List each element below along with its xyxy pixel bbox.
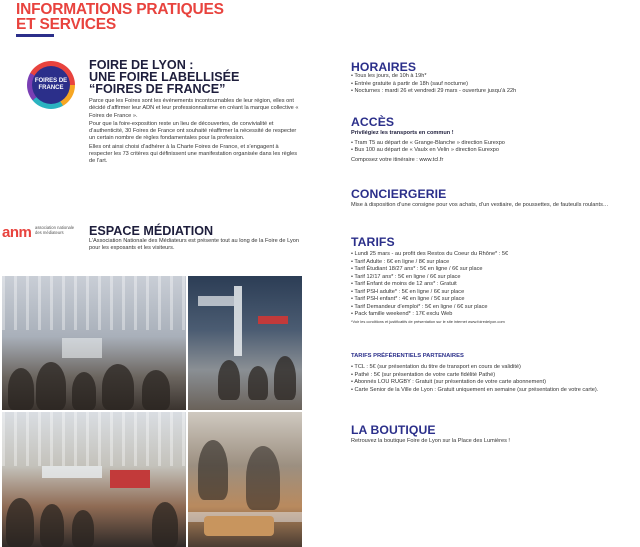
boutique-body: Retrouvez la boutique Foire de Lyon sur la Place des Lumières ! xyxy=(351,438,510,444)
acces-heading: ACCÈS xyxy=(351,115,395,129)
acces-itinerary: Composez votre itinéraire : www.tcl.fr xyxy=(351,156,444,163)
tarif-item: • Tarif Enfant de moins de 12 ans* : Gratuit xyxy=(351,281,639,289)
seal-text: FOIRES DE FRANCE xyxy=(34,78,68,91)
page-title xyxy=(16,2,224,32)
horaires-list xyxy=(351,73,639,96)
photo-place-des-lumieres xyxy=(2,412,186,547)
horaires-heading: HORAIRES xyxy=(351,60,417,74)
foire-body xyxy=(89,98,303,167)
page-title-line2: ET SERVICES xyxy=(16,16,117,33)
anm-logo-subtitle: association nationale des médiateurs xyxy=(35,225,75,235)
tarif-item: • Lundi 25 mars - au profit des Restos du Coeur du Rhône* : 5€ xyxy=(351,251,639,259)
tarif-item: • Tarif Adulte : 6€ en ligne / 8€ sur place xyxy=(351,259,639,267)
anm-logo-letters: anm xyxy=(2,224,32,241)
mediation-heading: ESPACE MÉDIATION xyxy=(89,224,214,238)
partner-tarif-item: • TCL : 5€ (sur présentation du titre de transport en cours de validité) xyxy=(351,364,639,372)
tarif-item: • Tarif Étudiant 18/27 ans* : 5€ en ligne / 6€ sur place xyxy=(351,266,639,274)
title-underline xyxy=(16,34,54,37)
tarifs-partenaires-heading: TARIFS PRÉFÉRENTIELS PARTENAIRES xyxy=(351,353,464,359)
conciergerie-heading: CONCIERGERIE xyxy=(351,187,447,201)
foire-heading xyxy=(89,59,299,95)
acces-item: • Tram T5 au départ de « Grange-Blanche » direction Eurexpo xyxy=(351,140,639,148)
foire-heading-line1: FOIRE DE LYON : xyxy=(89,58,194,72)
acces-item: • Bus 100 au départ de « Vaulx en Velin » direction Eurexpo xyxy=(351,147,639,155)
tarifs-heading: TARIFS xyxy=(351,235,395,249)
photo-fair-hall-crowd xyxy=(2,276,186,410)
foire-paragraph-1: Parce que les Foires sont les événements incontournables de leur région, elles ont décidé d’affirmer leur ADN et leur professionnalisme en créant la marque collective « Foires de France ». xyxy=(89,98,299,119)
partner-tarif-item: • Abonnés LOU RUGBY : Gratuit (sur présentation de votre carte abonnement) xyxy=(351,379,639,387)
conciergerie-body: Mise à disposition d’une consigne pour vos achats, d’un vestiaire, de poussettes, de fauteuils roulants… xyxy=(351,202,609,208)
anm-logo xyxy=(2,224,78,242)
horaires-item: • Tous les jours, de 10h à 19h* xyxy=(351,73,639,81)
page-title-line1: INFORMATIONS PRATIQUES xyxy=(16,1,224,18)
tarif-item: • Pack famille weekend* : 17€ exclu Web xyxy=(351,311,639,319)
acces-block xyxy=(351,130,639,164)
photo-exhibition-stand xyxy=(188,276,302,410)
mediation-body: L’Association Nationale des Médiateurs est présente tout au long de la Foire de Lyon pour les exposants et les visiteurs. xyxy=(89,238,299,252)
tarifs-partenaires-list xyxy=(351,364,639,394)
foire-paragraph-3: Elles ont ainsi choisi d’adhérer à la Charte Foires de France, et s’engagent à respecter les 73 critères qui définissent une manifestation organisée dans les règles de l’art. xyxy=(89,143,298,165)
photo-craft-workshop xyxy=(188,412,302,547)
partner-tarif-item: • Carte Senior de la Ville de Lyon : Gratuit uniquement en semaine (sur présentation de votre carte). xyxy=(351,387,639,395)
tarif-item: • Tarif PSH adulte* : 5€ en ligne / 6€ sur place xyxy=(351,289,639,297)
tarifs-note: *Voir les conditions et justificatifs de présentation sur le site internet www.foiredelyon.com xyxy=(351,318,505,324)
boutique-heading: LA BOUTIQUE xyxy=(351,423,436,437)
foires-de-france-seal-icon xyxy=(27,61,75,109)
tarifs-list xyxy=(351,251,639,325)
horaires-item: • Nocturnes : mardi 26 et vendredi 29 mars - ouverture jusqu’à 22h xyxy=(351,88,639,96)
tarif-item: • Tarif 12/17 ans* : 5€ en ligne / 6€ sur place xyxy=(351,274,639,282)
foire-heading-line3: “FOIRES DE FRANCE” xyxy=(89,82,226,96)
tarif-item: • Tarif PSH enfant* : 4€ en ligne / 5€ sur place xyxy=(351,296,639,304)
partner-tarif-item: • Pathé : 5€ (sur présentation de votre carte fidélité Pathé) xyxy=(351,372,639,380)
horaires-item: • Entrée gratuite à partir de 18h (sauf nocturne) xyxy=(351,81,639,89)
tarif-item: • Tarif Demandeur d’emploi* : 5€ en ligne / 6€ sur place xyxy=(351,304,639,312)
acces-intro: Privilégiez les transports en commun ! xyxy=(351,130,454,136)
foire-heading-line2: UNE FOIRE LABELLISÉE xyxy=(89,70,240,84)
foire-paragraph-2: Pour que la foire-exposition reste un lieu de découvertes, de convivialité et d’authenticité, 30 Foires de France ont souhaité réaffirmer la nécessité de respecter un certain nombre de règles fondamentales pour la profession. xyxy=(89,120,297,142)
